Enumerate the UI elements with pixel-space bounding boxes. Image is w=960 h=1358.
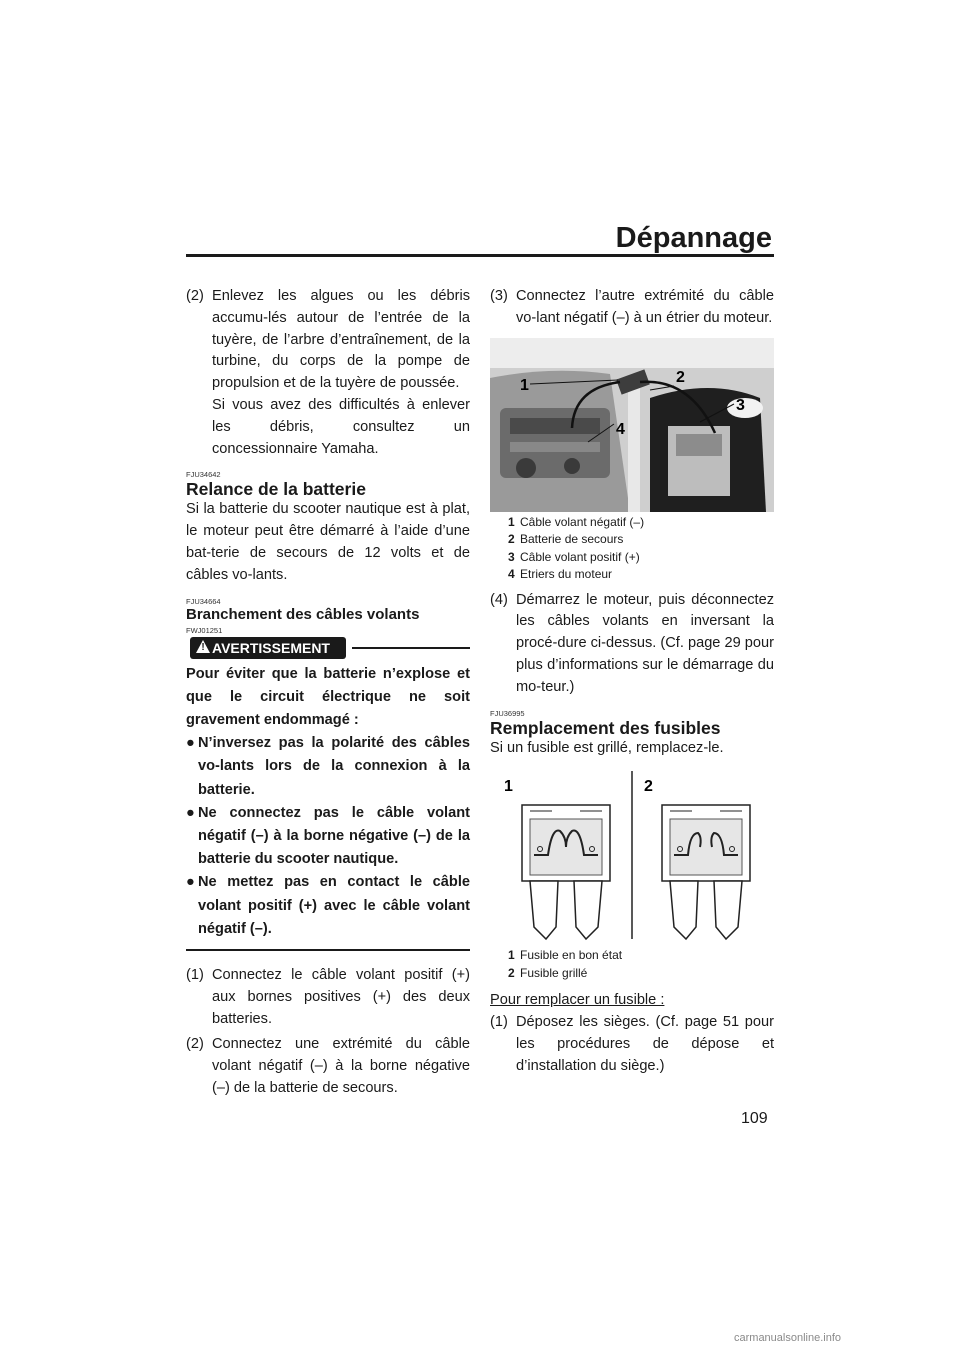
subheading-replace-fuse: Pour remplacer un fusible : <box>490 992 665 1009</box>
bullet-icon: ● <box>186 804 195 821</box>
photo-callout: 2 <box>676 368 685 386</box>
page-title: Dépannage <box>615 222 772 254</box>
engine-photo <box>490 338 774 512</box>
section-code: FJU34642 <box>186 470 221 480</box>
photo-callout: 4 <box>616 420 625 438</box>
blown-fuse-icon <box>662 805 750 939</box>
warning-bullet: ● Ne connectez pas le câble volant négatif (–) à la borne négative (–) de la batterie du scooter nautique. <box>186 802 470 872</box>
warning-label: AVERTISSEMENT <box>212 639 330 656</box>
section-heading-cables: Branchement des câbles volants <box>186 605 420 623</box>
fuse-legend <box>490 947 774 982</box>
bullet-icon: ● <box>186 735 195 752</box>
warning-end-rule <box>186 949 470 951</box>
section-heading-battery: Relance de la batterie <box>186 479 366 500</box>
page-number: 109 <box>741 1110 768 1127</box>
step-number: (2) <box>186 288 204 304</box>
battery-intro: Si la batterie du scooter nautique est à plat, le moteur peut être démarré à l’aide d’une bat-terie de secours de 12 volts et de câbles vo-lants. <box>186 501 470 583</box>
warning-rule <box>352 647 470 649</box>
section-code: FJU34664 <box>186 596 221 606</box>
warning-body <box>186 663 470 941</box>
step-text: Enlevez les algues ou les débris accumu-lés autour de l’entrée de la tuyère, de l’arbre d’entraînement, de la turbine, du corps de la pompe de propulsion et de la tuyère de poussée. <box>212 288 470 392</box>
fuse-callout: 1 <box>504 778 513 796</box>
warning-badge: ! AVERTISSEMENT <box>190 637 346 659</box>
step-2-algae <box>186 286 470 395</box>
photo-legend <box>490 514 774 584</box>
step-1-remove-seats: (1) Déposez les sièges. (Cf. page 51 pour les procédures de dépose et d’installation du siège.) <box>490 1014 774 1074</box>
legend-item: 4 Etriers du moteur <box>508 567 613 582</box>
legend-item: 3 Câble volant positif (+) <box>508 549 640 564</box>
fuse-callout: 2 <box>644 778 653 796</box>
warning-intro: Pour éviter que la batterie n’explose et que le circuit électrique ne soit gravement endommagé : <box>186 665 470 728</box>
warning-header <box>186 637 470 663</box>
right-column <box>490 286 774 1078</box>
photo-callout: 3 <box>736 396 745 414</box>
watermark: carmanualsonline.info <box>734 1332 842 1344</box>
step-2-note: Si vous avez des difficultés à enlever les débris, consultez un concessionnaire Yamaha. <box>212 396 470 457</box>
section-heading-fuses: Remplacement des fusibles <box>490 717 721 738</box>
warning-bullet: ● Ne mettez pas en contact le câble volant positif (+) avec le câble volant négatif (–). <box>186 871 470 941</box>
warning-code: FWJ01251 <box>186 625 223 635</box>
step-4-start: (4) Démarrez le moteur, puis déconnectez les câbles volants en inversant la procé-dure ci-dessus. (Cf. page 29 pour plus d’informations sur le démarrage du mo-teur.) <box>490 591 774 695</box>
fuse-intro: Si un fusible est grillé, remplacez-le. <box>490 739 724 756</box>
legend-item: 1 Câble volant négatif (–) <box>508 514 645 529</box>
left-column <box>186 286 470 1100</box>
legend-item: 2 Batterie de secours <box>508 532 624 547</box>
step-3-connect: (3) Connectez l’autre extrémité du câble vo-lant négatif (–) à un étrier du moteur. <box>490 288 774 326</box>
good-fuse-icon <box>522 805 610 939</box>
legend-item: 1 Fusible en bon état <box>508 948 623 963</box>
warning-bullet: ● N’inversez pas la polarité des câbles vo-lants lors de la connexion à la batterie. <box>186 732 470 802</box>
section-code: FJU36995 <box>490 708 525 718</box>
bullet-icon: ● <box>186 874 195 891</box>
engine-photo-illustration <box>490 338 774 512</box>
step-2-connect: (2) Connectez une extrémité du câble volant négatif (–) à la borne négative (–) de la batterie de secours. <box>186 1036 470 1096</box>
fuse-diagram <box>490 767 774 945</box>
legend-item: 2 Fusible grillé <box>508 965 588 980</box>
photo-callout: 1 <box>520 376 529 394</box>
header-rule <box>186 254 774 257</box>
fuse-illustration <box>490 767 774 945</box>
step-1-connect: (1) Connectez le câble volant positif (+) aux bornes positives (+) des deux batteries. <box>186 967 470 1027</box>
